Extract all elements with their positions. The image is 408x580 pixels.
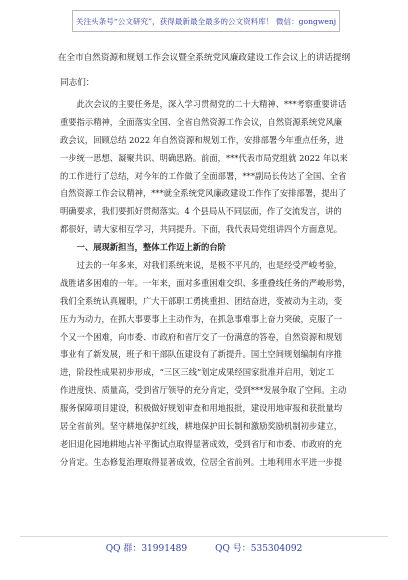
- salutation: 同志们：: [60, 78, 95, 88]
- body-line: 都很好，请大家相互学习，共同提升。下面，我代表局党组讲四个方面意见。: [60, 224, 343, 235]
- body-line: 居全省前列。坚守耕地保护红线，耕地保护田长制和激励奖励机制初步建立，: [60, 421, 343, 432]
- body-line: 此次会议的主要任务是，深入学习贯彻党的二十大精神、***考察重要讲话: [60, 99, 347, 109]
- body-line: 重要指示精神，全面落实全国、全省自然资源工作会议，自然资源系统党风廉: [60, 116, 343, 127]
- section-heading: 一、展现新担当，整体工作迈上新的台阶: [60, 242, 226, 253]
- body-line: 我们全系统认真履职，广大干部职工勇挑重担、团结奋进，变被动为主动，变: [60, 295, 343, 306]
- body-line: 压力为动力，在抓大事要事上主动作为，在抓急事难事上奋力突破，克服了一: [60, 313, 343, 324]
- body-line: 明确要求，我们要抓好贯彻落实。4 个县局从不同层面，作了交流发言，讲的: [60, 206, 342, 217]
- body-line: 分肯定。生态修复治理取得显著成效，位居全省前列。土地利用水平进一步提: [60, 456, 343, 467]
- body-line: 自然资源工作会议精神，***就全系统党风廉政建设工作作了安排部署，提出了: [60, 188, 347, 199]
- document-title: 在全市自然资源和规划工作会议暨全系统党风廉政建设工作会议上的讲话提纲: [57, 53, 351, 63]
- footer: [0, 541, 408, 559]
- document-body: [60, 96, 352, 472]
- body-line: 老旧退化园地耕地占补平衡试点取得显著成效，受到省厅和市委、市政府的充: [60, 438, 343, 449]
- body-line: 的工作进行了总结，对今年的工作做了全面部署，***副局长传达了全国、全省: [60, 170, 347, 181]
- body-line: 进，阶段性成果初步形成，“三区三线”划定成果经国家批准并启用，划定工: [60, 367, 334, 378]
- body-line: 政会议，回顾总结 2022 年自然资源和规划工作，安排部署今年重点任务，进: [60, 134, 344, 145]
- body-line: 战胜诸多困难的一年。一年来，面对多重困难交织、多重叠线任务的严峻形势，: [60, 277, 351, 288]
- footer-divider: [20, 536, 388, 537]
- body-line: 一步统一思想、凝聚共识、明确思路。前面，***代表市局党组就 2022 年以来: [60, 152, 348, 163]
- promo-banner-text: 关注头条号“公文研究”，获得最新最全最多的公文资料库！ 微信：gongwenj: [75, 16, 337, 26]
- body-line: 事业有了新发展，班子和干部队伍建设有了新提升。国土空间规划编制有序推: [60, 349, 343, 360]
- body-line: 作进度快、质量高，受到省厅领导的充分肯定，受到***发展争取了空间。主动: [60, 385, 347, 396]
- body-line: 服务保障项目建设，积极做好规划审查和用地报批，建设用地审报和获批量均: [60, 403, 343, 414]
- promo-banner: [72, 10, 340, 32]
- footer-qq-group: QQ 群：31991489: [105, 544, 188, 554]
- body-line: 过去的一年多来，对我们系统来说，是极不平凡的，也是经受严峻考验，: [60, 260, 343, 271]
- body-line: 个又一个困难，向市委、市政府和省厅交了一份满意的答卷，自然资源和规划: [60, 331, 343, 342]
- footer-qq-number: QQ 号：535304092: [215, 544, 303, 554]
